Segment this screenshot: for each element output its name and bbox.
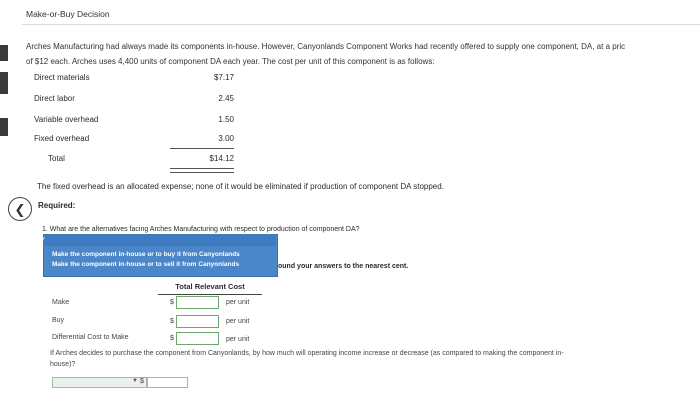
title-divider <box>22 24 700 25</box>
currency-symbol: $ <box>140 378 144 385</box>
cost-row <box>34 134 234 146</box>
unit-label: per unit <box>226 336 250 343</box>
problem-text <box>26 39 698 69</box>
cost-value: 2.45 <box>218 94 234 103</box>
cost-row <box>34 73 234 85</box>
left-edge-tab <box>0 118 8 136</box>
make-label: Make <box>52 299 70 306</box>
cost-total-value: $14.12 <box>209 154 234 163</box>
currency-symbol: $ <box>170 335 174 342</box>
unit-label: per unit <box>226 299 250 306</box>
cost-value: 1.50 <box>218 115 234 124</box>
question-2 <box>50 348 690 370</box>
cost-label: Fixed overhead <box>34 134 90 143</box>
problem-line-1: Arches Manufacturing had always made its components in-house. However, Canyonlands Component Works had recently offered to supply one component, DA, at a pric <box>26 42 626 51</box>
unit-label: per unit <box>226 318 250 325</box>
relevant-cost-header: Total Relevant Cost <box>175 282 245 291</box>
required-label: Required: <box>38 201 76 210</box>
cost-label: Direct labor <box>34 94 75 103</box>
buy-label: Buy <box>52 317 65 324</box>
problem-line-2: of $12 each. Arches uses 4,400 units of component DA each year. The cost per unit of this component is as follows: <box>26 57 435 66</box>
dropdown-selected-bar <box>43 234 276 246</box>
cost-total-row <box>34 154 234 166</box>
question-1: 1. What are the alternatives facing Arches Manufacturing with respect to production of component DA? <box>42 226 360 233</box>
cost-value: $7.17 <box>213 73 234 82</box>
back-button[interactable] <box>8 197 32 221</box>
buy-cost-input[interactable] <box>176 315 219 328</box>
left-edge-tab <box>0 45 8 61</box>
differential-cost-label: Differential Cost to Make <box>52 334 129 341</box>
cost-total-label: Total <box>48 154 65 163</box>
dropdown-option-sell[interactable]: Make the component in-house or to sell it from Canyonlands <box>52 261 240 268</box>
question-2-line-1: If Arches decides to purchase the component from Canyonlands, by how much will operating income increase or decrease (as compared to making the component in- <box>50 350 564 357</box>
cost-label: Direct materials <box>34 73 90 82</box>
subtotal-rule <box>170 148 234 149</box>
fixed-overhead-note: The fixed overhead is an allocated expense; none of it would be eliminated if production of component DA stopped. <box>37 182 444 191</box>
chevron-down-icon: ▼ <box>132 378 138 384</box>
rounding-instruction: ound your answers to the nearest cent. <box>278 263 409 270</box>
currency-symbol: $ <box>170 299 174 306</box>
differential-cost-input[interactable] <box>176 332 219 345</box>
cost-value: 3.00 <box>218 134 234 143</box>
total-double-rule <box>170 168 234 173</box>
make-cost-input[interactable] <box>176 296 219 309</box>
cost-label: Variable overhead <box>34 115 99 124</box>
chevron-left-icon: ❮ <box>14 201 26 217</box>
cost-row <box>34 94 234 106</box>
left-edge-tab <box>0 72 8 94</box>
currency-symbol: $ <box>170 318 174 325</box>
page-title: Make-or-Buy Decision <box>26 9 110 19</box>
income-change-input[interactable] <box>147 377 188 388</box>
dropdown-option-buy[interactable]: Make the component in-house or to buy it from Canyonlands <box>52 251 240 258</box>
relevant-cost-rule <box>158 294 262 295</box>
cost-row <box>34 115 234 127</box>
check-icon: ✓ <box>39 235 47 245</box>
question-2-line-2: house)? <box>50 361 76 368</box>
